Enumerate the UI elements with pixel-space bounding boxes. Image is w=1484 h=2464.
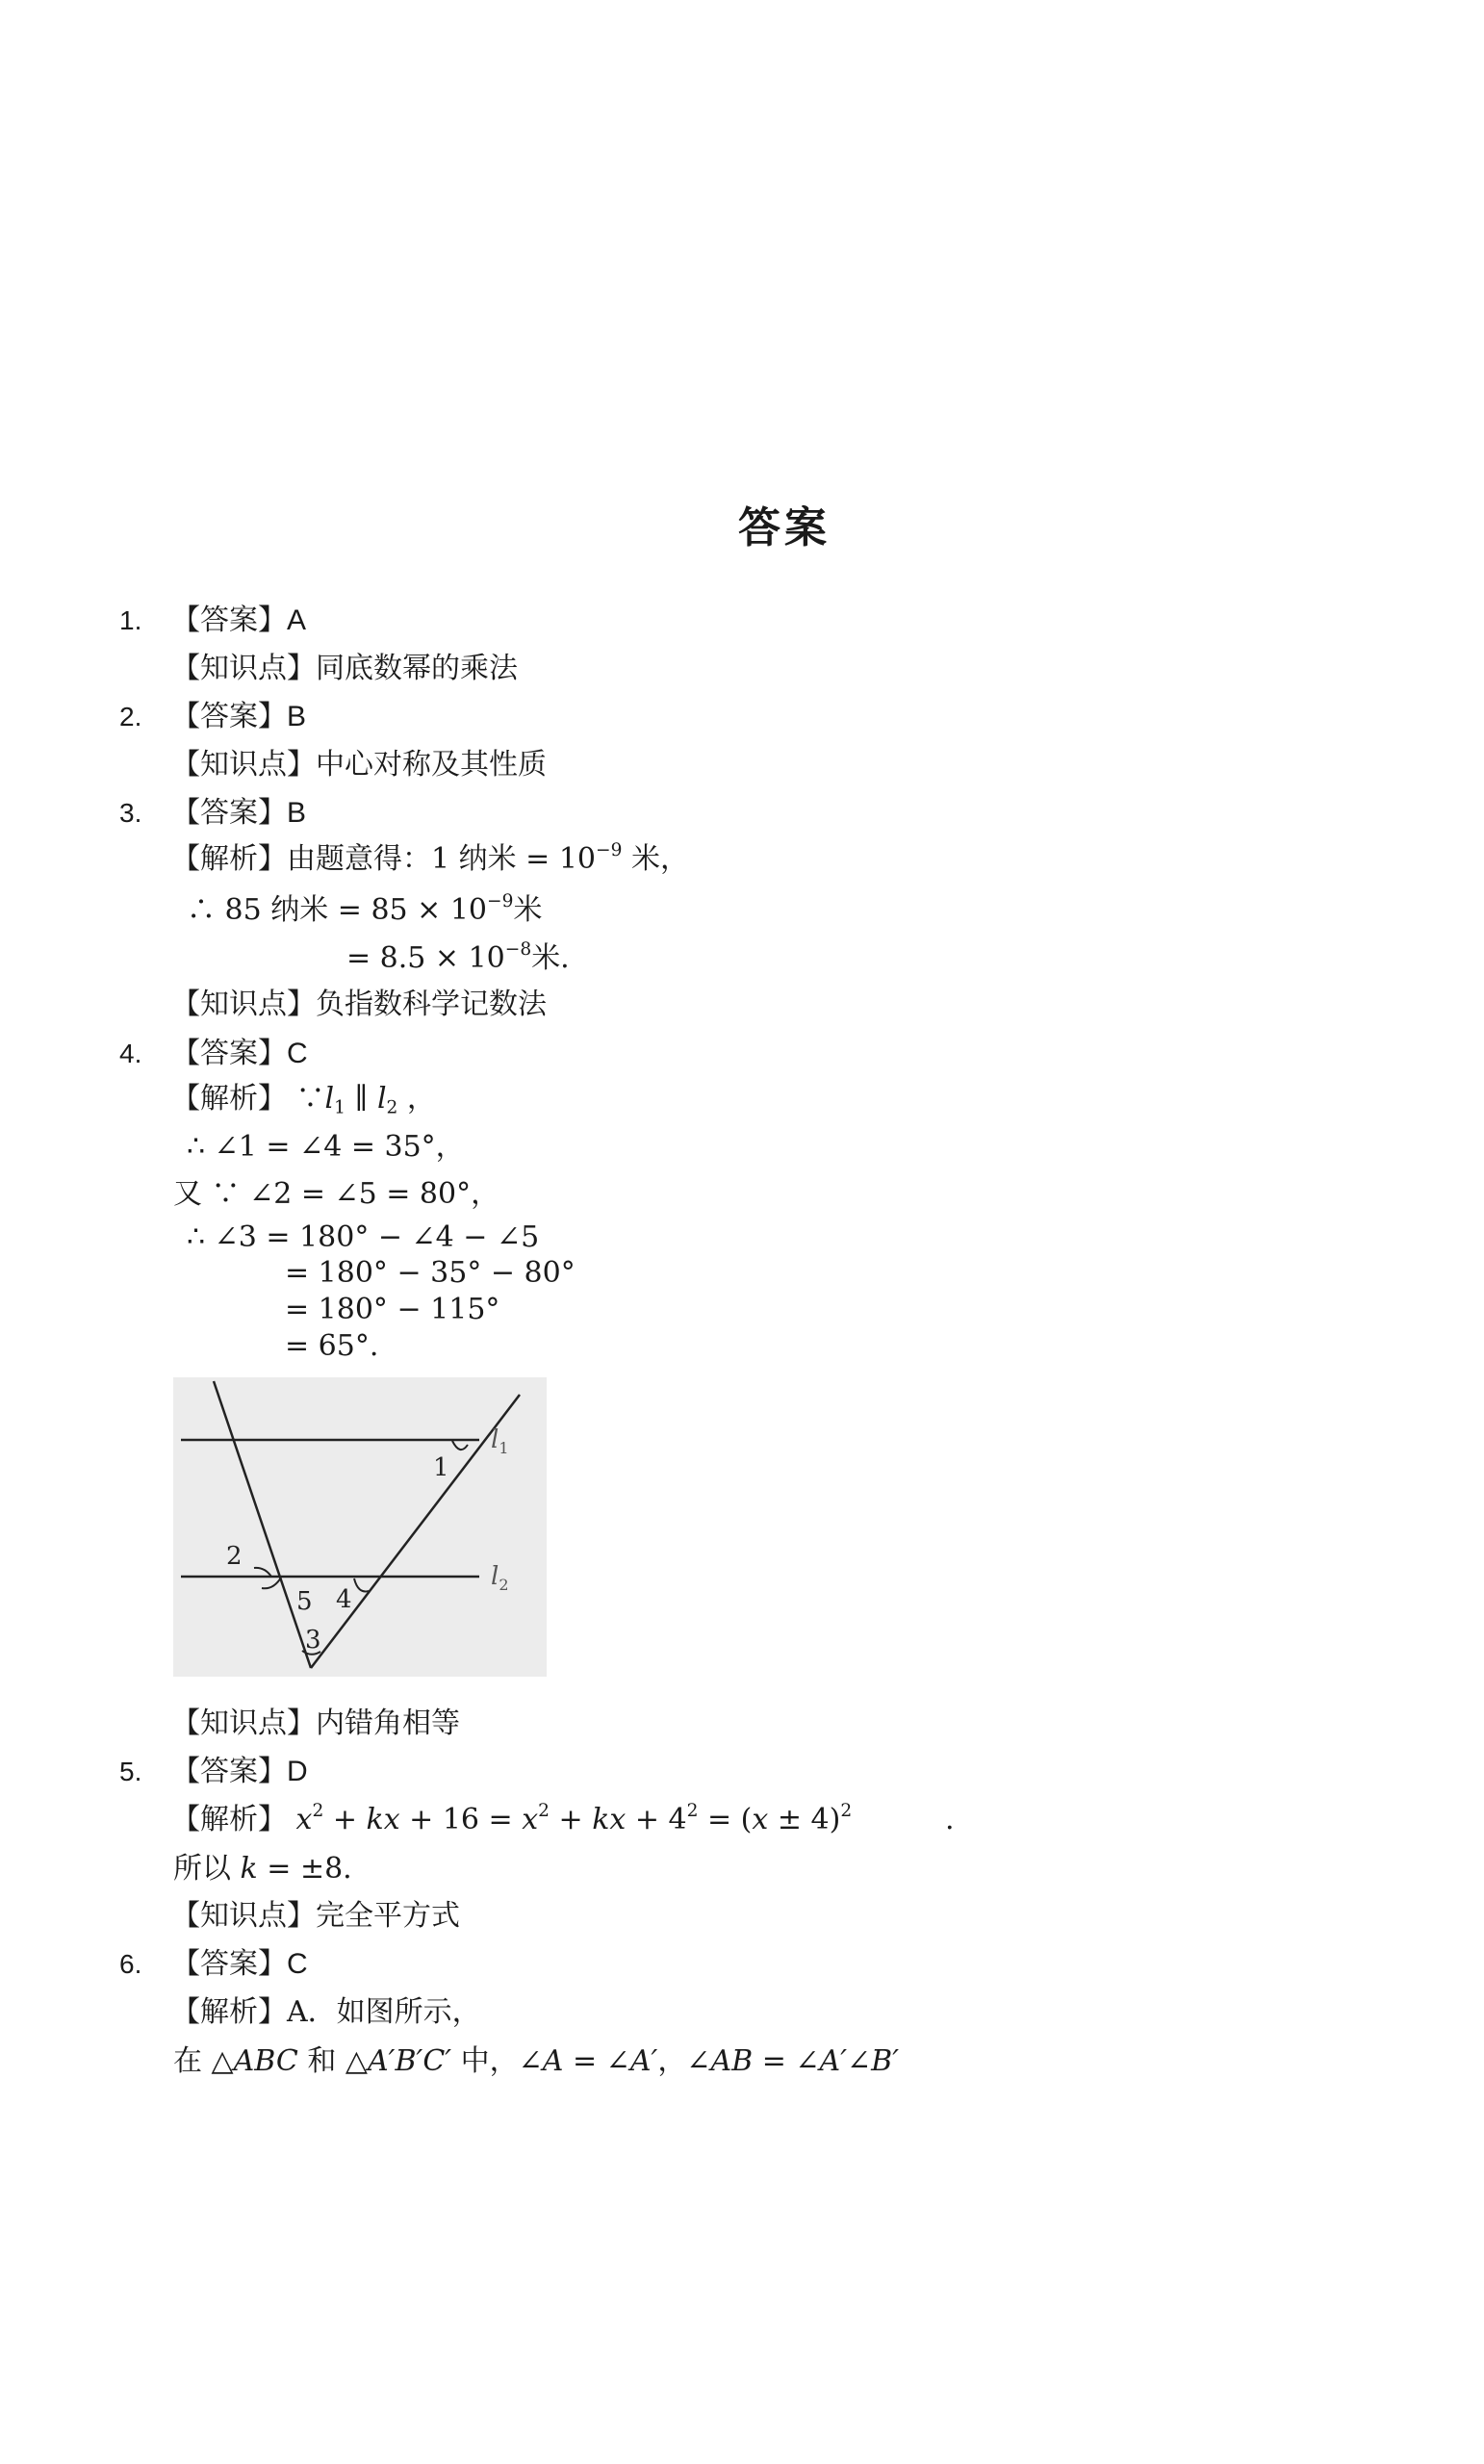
math-var: kx <box>366 1803 400 1836</box>
analysis-text: 在 △ <box>173 2044 234 2078</box>
page-title: 答案 <box>738 503 831 552</box>
analysis-text: ，∠ <box>657 2044 711 2078</box>
knowledge-label: 【知识点】 <box>171 1899 316 1933</box>
math-op: = ( <box>698 1803 753 1836</box>
analysis-text: 所以 <box>173 1852 241 1886</box>
knowledge-line-2 <box>171 746 547 784</box>
exponent: 2 <box>840 1800 853 1821</box>
math-var: A′B′C′ <box>368 2044 452 2078</box>
knowledge-label: 【知识点】 <box>171 652 316 685</box>
knowledge-line-4 <box>171 1705 460 1743</box>
figure-background <box>173 1377 547 1677</box>
analysis-line-6a <box>171 1993 481 2032</box>
math-op: + 4 <box>626 1803 687 1836</box>
angle-label-5: 5 <box>296 1587 313 1616</box>
line-subscript: 1 <box>499 1439 509 1457</box>
math-var: A′ <box>819 2044 848 2078</box>
analysis-text: = 8.5 × 10 <box>346 941 505 975</box>
question-number-4: 4. <box>119 1039 142 1068</box>
answer-value: C <box>287 1948 308 1980</box>
analysis-text: 中，∠ <box>451 2044 543 2078</box>
knowledge-label: 【知识点】 <box>171 748 316 782</box>
analysis-label: 【解析】 <box>171 1082 287 1116</box>
analysis-text: 米， <box>622 842 689 876</box>
exponent: −8 <box>504 938 532 960</box>
knowledge-label: 【知识点】 <box>171 1707 316 1740</box>
analysis-line-4c: 又 ∵ ∠2 = ∠5 = 80°， <box>173 1177 500 1211</box>
figure-svg <box>173 1377 547 1677</box>
line-symbol: l <box>376 1082 387 1116</box>
analysis-line-4b: ∴ ∠1 = ∠4 = 35°， <box>187 1130 465 1164</box>
analysis-text: = ∠ <box>563 2044 630 2078</box>
analysis-text: A．如图所示， <box>287 1995 481 2029</box>
analysis-line-3c <box>346 939 570 978</box>
knowledge-value: 内错角相等 <box>316 1707 460 1740</box>
question-number-1: 1. <box>119 605 142 635</box>
math-op: + <box>550 1803 593 1836</box>
answer-value: A <box>287 604 307 636</box>
math-var: x <box>295 1803 313 1836</box>
analysis-line-6b <box>173 2042 899 2081</box>
knowledge-value: 同底数幂的乘法 <box>316 652 518 685</box>
knowledge-label: 【知识点】 <box>171 988 316 1021</box>
exponent: −9 <box>487 890 514 911</box>
line-subscript: 2 <box>499 1576 509 1594</box>
analysis-label: 【解析】 <box>171 1803 287 1836</box>
knowledge-value: 负指数科学记数法 <box>316 988 547 1021</box>
math-op: + 16 = <box>399 1803 523 1836</box>
line-symbol: l <box>324 1082 335 1116</box>
answer-label: 【答案】 <box>171 1755 287 1788</box>
exponent: 2 <box>312 1800 324 1821</box>
answer-line-4 <box>171 1035 308 1073</box>
answer-label: 【答案】 <box>171 1947 287 1981</box>
analysis-text: 米 <box>513 893 543 927</box>
math-op: + <box>323 1803 367 1836</box>
analysis-text: 由题意得：1 纳米 = 10 <box>287 842 597 876</box>
analysis-text: ∴ 85 纳米 = 85 × 10 <box>187 893 488 927</box>
math-var: A′ <box>629 2044 658 2078</box>
analysis-text: = ±8. <box>257 1852 352 1886</box>
angle-label-2: 2 <box>226 1542 243 1571</box>
question-number-2: 2. <box>119 702 142 732</box>
knowledge-line-1 <box>171 650 518 688</box>
angle-label-3: 3 <box>305 1626 321 1655</box>
answer-label: 【答案】 <box>171 700 287 733</box>
angle-label-4: 4 <box>336 1585 352 1614</box>
question-number-6: 6. <box>119 1949 142 1979</box>
parallel-symbol: ∥ <box>345 1082 377 1116</box>
analysis-line-4e: = 180° − 35° − 80° <box>285 1256 576 1290</box>
answer-line-6 <box>171 1945 308 1984</box>
analysis-line-4a <box>171 1080 436 1118</box>
answer-label: 【答案】 <box>171 603 287 637</box>
answer-value: C <box>287 1038 308 1069</box>
math-var: A <box>542 2044 564 2078</box>
because-symbol: ∵ <box>295 1082 325 1116</box>
analysis-line-4d: ∴ ∠3 = 180° − ∠4 − ∠5 <box>187 1220 540 1254</box>
analysis-line-3a <box>171 840 689 879</box>
answer-line-5 <box>171 1753 308 1791</box>
knowledge-value: 完全平方式 <box>316 1899 460 1933</box>
question-number-5: 5. <box>119 1757 142 1786</box>
exponent: 2 <box>686 1800 699 1821</box>
exponent: 2 <box>538 1800 550 1821</box>
analysis-text: 和 △ <box>297 2044 368 2078</box>
punctuation: ， <box>397 1082 436 1116</box>
answer-value: B <box>287 797 307 829</box>
analysis-text: ∠ <box>847 2044 872 2078</box>
answer-value: B <box>287 701 307 732</box>
trailing-period: . <box>945 1803 955 1836</box>
analysis-label: 【解析】 <box>171 1995 287 2029</box>
math-var: B′ <box>871 2044 900 2078</box>
math-var: ABC <box>233 2044 298 2078</box>
analysis-line-4f: = 180° − 115° <box>285 1293 500 1326</box>
answer-label: 【答案】 <box>171 1037 287 1070</box>
analysis-text: 米. <box>531 941 570 975</box>
math-var: AB <box>710 2044 754 2078</box>
math-var: x <box>522 1803 539 1836</box>
analysis-line-5b <box>173 1850 352 1888</box>
math-var: k <box>240 1852 258 1886</box>
subscript: 2 <box>386 1097 398 1118</box>
analysis-line-5a <box>171 1801 852 1839</box>
angle-label-1: 1 <box>433 1453 449 1482</box>
parallel-lines-figure <box>173 1377 547 1677</box>
answer-line-3 <box>171 794 306 833</box>
line-letter: l <box>491 1562 499 1591</box>
knowledge-value: 中心对称及其性质 <box>316 748 547 782</box>
math-op: ± 4) <box>768 1803 841 1836</box>
answer-line-1 <box>171 602 306 640</box>
analysis-text: = ∠ <box>753 2044 820 2078</box>
math-var: kx <box>592 1803 627 1836</box>
answer-label: 【答案】 <box>171 796 287 830</box>
answer-value: D <box>287 1756 308 1787</box>
knowledge-line-3 <box>171 986 547 1024</box>
subscript: 1 <box>334 1097 345 1118</box>
analysis-line-4g: = 65°. <box>285 1329 379 1363</box>
analysis-line-3b <box>187 891 542 930</box>
answer-line-2 <box>171 698 306 736</box>
knowledge-line-5 <box>171 1897 460 1936</box>
line-letter: l <box>491 1425 499 1454</box>
analysis-label: 【解析】 <box>171 842 287 876</box>
exponent: −9 <box>596 839 623 860</box>
question-number-3: 3. <box>119 798 142 828</box>
math-var: x <box>752 1803 769 1836</box>
